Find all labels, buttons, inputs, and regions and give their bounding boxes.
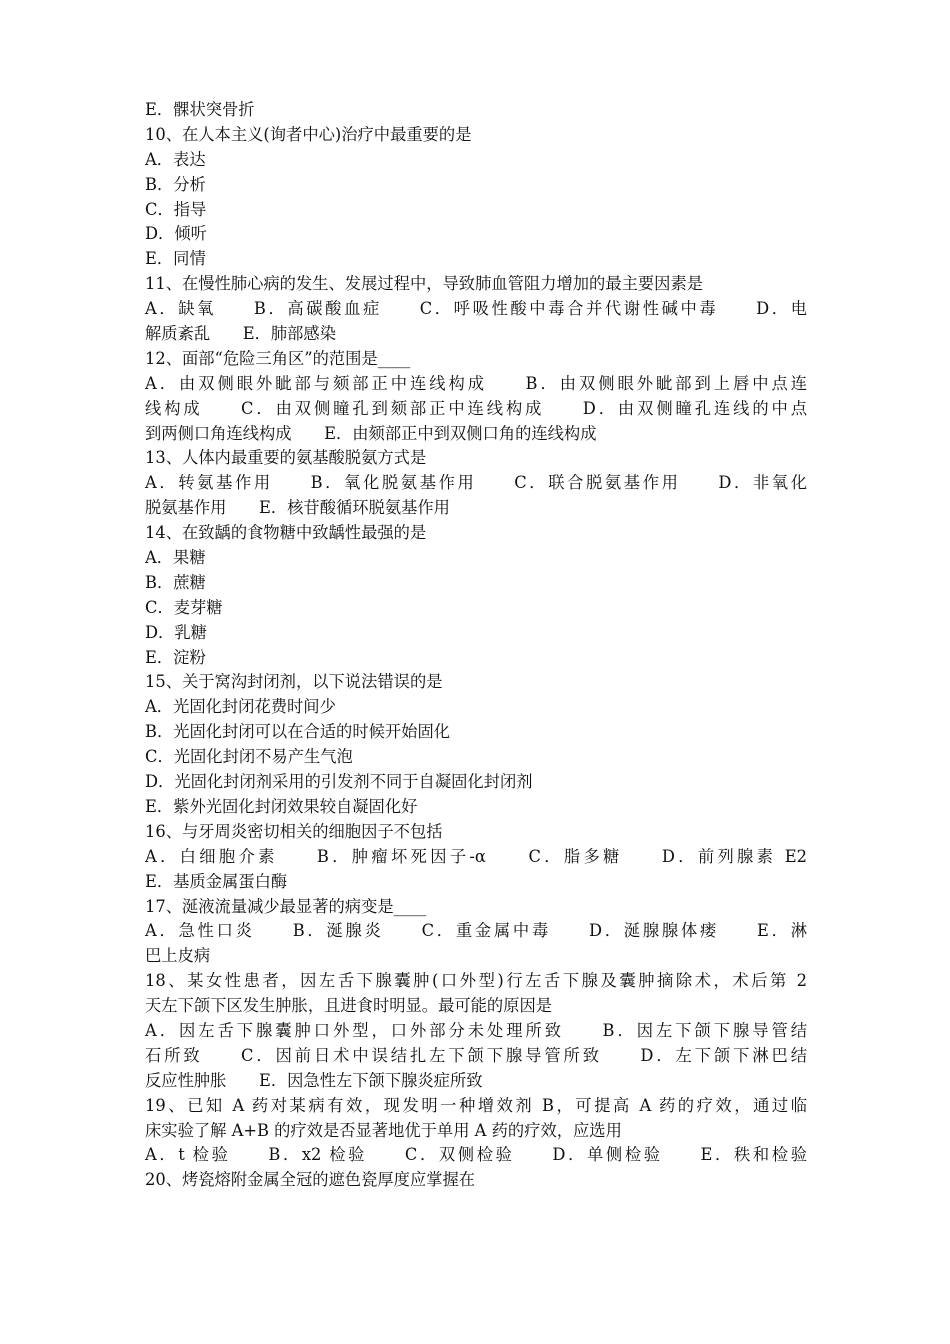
answer-options-line: A．因左舌下腺囊肿口外型，口外部分未处理所致 B．因左下颌下腺导管结 xyxy=(145,1020,807,1040)
answer-option: D．乳糖 xyxy=(145,622,207,642)
answer-option: E．紫外光固化封闭效果较自凝固化好 xyxy=(145,796,418,816)
answer-options-line: A．缺氧 B．高碳酸血症 C．呼吸性酸中毒合并代谢性碱中毒 D．电 xyxy=(145,299,807,319)
question-stem: 15、关于窝沟封闭剂，以下说法错误的是 xyxy=(145,672,443,692)
answer-options-line: 脱氨基作用 E．核苷酸循环脱氨基作用 xyxy=(145,498,450,518)
question-stem: 19、已知 A 药对某病有效，现发明一种增效剂 B，可提高 A 药的疗效，通过临 xyxy=(145,1095,807,1115)
answer-options-line: A．白细胞介素 B．肿瘤坏死因子-α C．脂多糖 D．前列腺素 E2 xyxy=(145,846,807,866)
question-stem: 16、与牙周炎密切相关的细胞因子不包括 xyxy=(145,821,443,841)
answer-options-line: A．急性口炎 B．涎腺炎 C．重金属中毒 D．涎腺腺体瘘 E．淋 xyxy=(145,921,807,941)
document-page xyxy=(145,98,807,1193)
answer-options-line: 石所致 C．因前日术中误结扎左下颌下腺导管所致 D．左下颌下淋巴结 xyxy=(145,1045,807,1065)
question-stem: 10、在人本主义(询者中心)治疗中最重要的是 xyxy=(145,124,472,144)
answer-option: A．光固化封闭花费时间少 xyxy=(145,697,336,717)
answer-option: B．光固化封闭可以在合适的时候开始固化 xyxy=(145,722,451,742)
answer-option: B．蔗糖 xyxy=(145,572,206,592)
answer-options-line: 线构成 C．由双侧瞳孔到颏部正中连线构成 D．由双侧瞳孔连线的中点 xyxy=(145,398,807,418)
answer-option: C．指导 xyxy=(145,199,207,219)
question-stem: 11、在慢性肺心病的发生、发展过程中，导致肺血管阻力增加的最主要因素是 xyxy=(145,274,704,294)
answer-option: E．淀粉 xyxy=(145,647,206,667)
answer-options-line: 到两侧口角连线构成 E．由颏部正中到双侧口角的连线构成 xyxy=(145,423,597,443)
answer-options-line: A．由双侧眼外眦部与颏部正中连线构成 B．由双侧眼外眦部到上唇中点连 xyxy=(145,373,807,393)
answer-options-line: A．t 检验 B．x2 检验 C．双侧检验 D．单侧检验 E．秩和检验 xyxy=(145,1145,807,1165)
answer-options-line: A．转氨基作用 B．氧化脱氨基作用 C．联合脱氨基作用 D．非氧化 xyxy=(145,473,807,493)
question-stem: 12、面部“危险三角区”的范围是____ xyxy=(145,348,411,368)
answer-option: A．果糖 xyxy=(145,548,206,568)
question-stem: 14、在致龋的食物糖中致龋性最强的是 xyxy=(145,523,427,543)
text-line: E．髁状突骨折 xyxy=(145,100,255,119)
answer-option: E．同情 xyxy=(145,249,206,269)
question-stem: 天左下颌下区发生肿胀，且进食时明显。最可能的原因是 xyxy=(145,996,553,1016)
answer-option: A．表达 xyxy=(145,149,206,169)
answer-option: D．倾听 xyxy=(145,224,207,244)
answer-option: B．分析 xyxy=(145,174,206,194)
question-stem: 20、烤瓷熔附金属全冠的遮色瓷厚度应掌握在 xyxy=(145,1170,476,1190)
question-stem: 床实验了解 A+B 的疗效是否显著地优于单用 A 药的疗效，应选用 xyxy=(145,1120,622,1140)
answer-options-line: 反应性肿胀 E．因急性左下颌下腺炎症所致 xyxy=(145,1070,483,1090)
answer-option: D．光固化封闭剂采用的引发剂不同于自凝固化封闭剂 xyxy=(145,772,533,792)
answer-options-line: E．基质金属蛋白酶 xyxy=(145,871,288,891)
answer-options-line: 解质紊乱 E．肺部感染 xyxy=(145,324,336,344)
answer-options-line: 巴上皮病 xyxy=(145,946,211,966)
question-stem: 13、人体内最重要的氨基酸脱氨方式是 xyxy=(145,448,427,468)
question-stem: 18、某女性患者，因左舌下腺囊肿(口外型)行左舌下腺及囊肿摘除术，术后第 2 xyxy=(145,971,807,991)
question-stem: 17、涎液流量减少最显著的病变是____ xyxy=(145,896,427,916)
answer-option: C．光固化封闭不易产生气泡 xyxy=(145,747,353,767)
answer-option: C．麦芽糖 xyxy=(145,597,223,617)
